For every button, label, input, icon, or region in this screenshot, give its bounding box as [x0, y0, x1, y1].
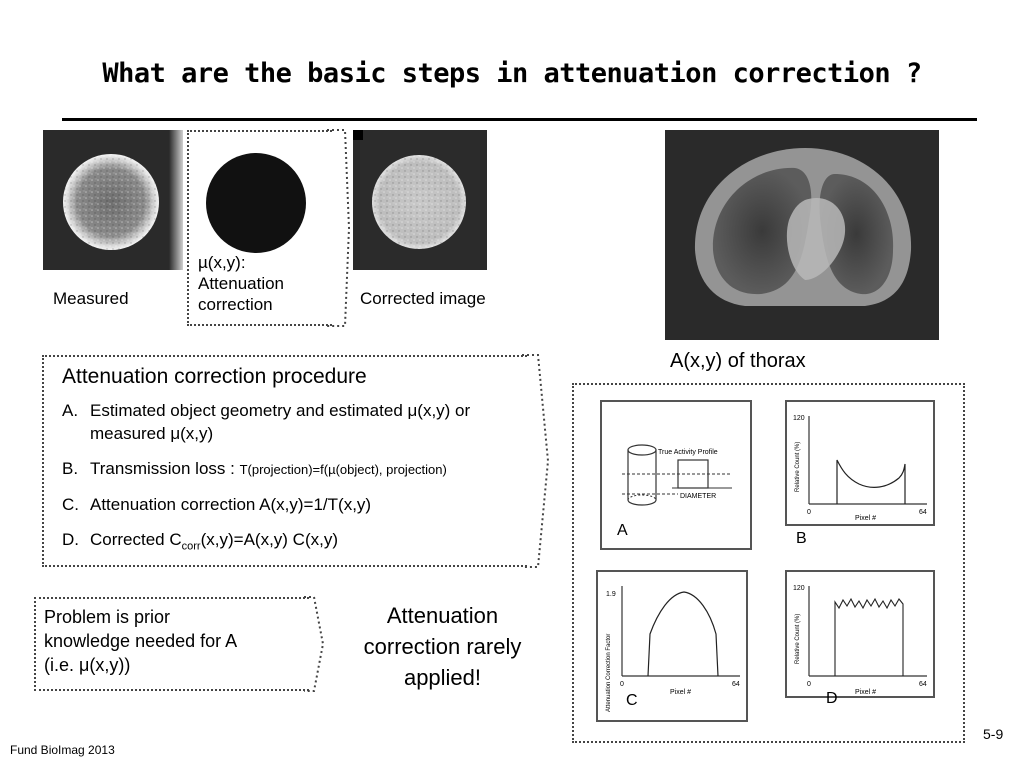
problem-panel-arrow	[302, 596, 326, 692]
footer-text: Fund BioImag 2013	[10, 743, 115, 757]
profile-label: True Activity Profile	[658, 449, 718, 456]
step-letter: B.	[62, 459, 79, 478]
rarely-line1: Attenuation	[386, 603, 499, 628]
mu-label-line2: Attenuation	[198, 274, 285, 293]
step-text: Transmission loss :	[90, 459, 240, 478]
step-b	[62, 457, 522, 481]
step-text-post: (x,y)=A(x,y) C(x,y)	[200, 530, 338, 549]
y-top-tick: 1.9	[606, 591, 616, 598]
mu-label	[198, 252, 284, 315]
corrected-image	[353, 130, 487, 270]
corrected-label: Corrected image	[360, 289, 486, 308]
step-formula: T(projection)=f(µ(object), projection)	[239, 462, 447, 477]
graph-d	[785, 570, 935, 698]
graph-d-label: D	[826, 690, 838, 707]
diameter-label: DIAMETER	[680, 493, 717, 500]
graph-b	[785, 400, 935, 526]
step-c	[62, 493, 522, 516]
problem-line2: knowledge needed for A	[44, 631, 238, 651]
graph-a-label: A	[617, 522, 628, 539]
rarely-line2: correction rarely	[363, 634, 522, 659]
x-end-tick: 64	[732, 681, 740, 688]
step-d	[62, 528, 522, 558]
measured-label: Measured	[53, 289, 129, 308]
problem-text	[44, 605, 237, 677]
step-letter: D.	[62, 530, 79, 549]
y-axis-label: Relative Count (%)	[795, 441, 801, 492]
procedure-steps	[62, 399, 522, 558]
page-number: 5-9	[983, 726, 1004, 742]
x-end-tick: 64	[919, 509, 927, 516]
graph-c	[596, 570, 748, 722]
rarely-line3: applied!	[403, 665, 482, 690]
y-axis-label: Relative Count (%)	[795, 613, 801, 664]
problem-line3: (i.e. μ(x,y))	[44, 655, 131, 675]
procedure-panel-arrow	[520, 354, 552, 568]
graph-b-label: B	[796, 530, 807, 547]
step-text: Estimated object geometry and estimated μ(x,y) or measured μ(x,y)	[90, 401, 471, 443]
mu-panel-arrow	[325, 129, 351, 327]
thorax-caption: A(x,y) of thorax	[670, 350, 806, 372]
step-text: Attenuation correction A(x,y)=1/T(x,y)	[90, 495, 372, 514]
thorax-image	[665, 130, 939, 340]
x-axis-label: Pixel #	[855, 515, 877, 522]
measured-image	[43, 130, 183, 270]
mu-label-line1: µ(x,y):	[198, 253, 246, 272]
x-zero-tick: 0	[620, 681, 624, 688]
y-top-tick: 120	[793, 415, 805, 422]
x-zero-tick: 0	[807, 681, 811, 688]
problem-line1: Problem is prior	[44, 607, 171, 627]
x-zero-tick: 0	[807, 509, 811, 516]
rarely-applied-text	[340, 600, 545, 693]
slide-title: What are the basic steps in attenuation correction ?	[102, 58, 922, 89]
procedure-content	[62, 365, 522, 570]
step-a	[62, 399, 522, 445]
mu-image	[205, 152, 308, 255]
step-letter: A.	[62, 401, 79, 420]
y-top-tick: 120	[793, 585, 805, 592]
title-divider	[62, 118, 977, 121]
step-subscript: corr	[181, 540, 201, 553]
x-axis-label: Pixel #	[670, 689, 692, 696]
x-axis-label: Pixel #	[855, 689, 877, 696]
step-text-pre: Corrected C	[90, 530, 182, 549]
x-end-tick: 64	[919, 681, 927, 688]
y-axis-label: Attenuation Correction Factor	[606, 633, 612, 712]
step-letter: C.	[62, 495, 79, 514]
graph-c-label: C	[626, 692, 638, 709]
mu-label-line3: correction	[198, 295, 273, 314]
procedure-heading: Attenuation correction procedure	[62, 365, 367, 388]
